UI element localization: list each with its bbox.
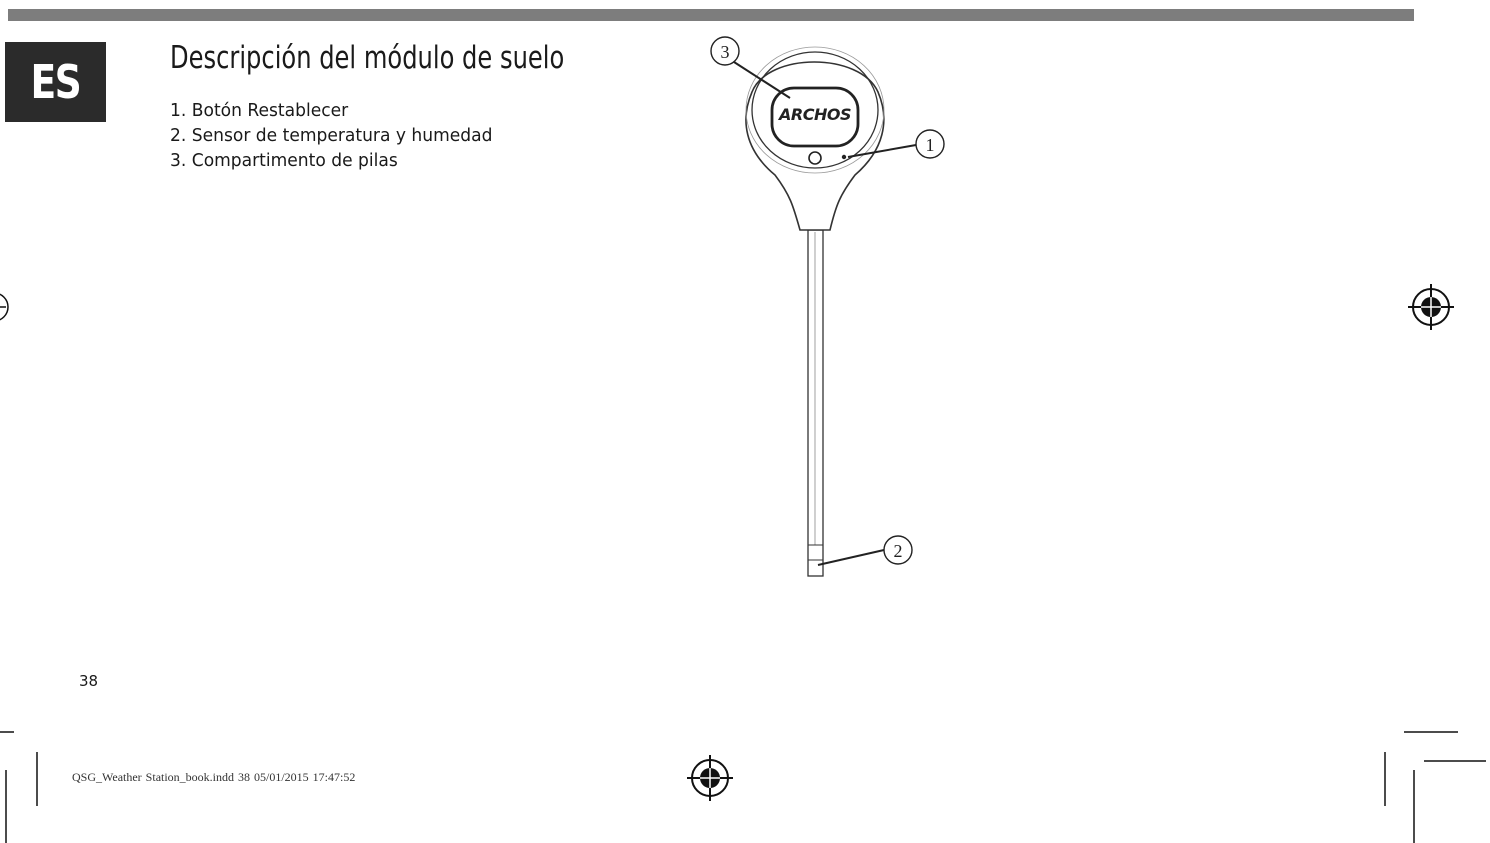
svg-text:1: 1: [925, 135, 935, 155]
led-dot: [842, 155, 846, 159]
brand-logo: ARCHOS: [779, 105, 851, 124]
registration-mark-icon: [687, 755, 733, 801]
reset-button-hole: [809, 152, 821, 164]
svg-text:3: 3: [720, 42, 730, 62]
svg-text:2: 2: [893, 541, 903, 561]
page-number: 38: [79, 672, 99, 690]
list-item: 2. Sensor de temperatura y humedad: [170, 125, 493, 146]
registration-mark-icon: [0, 289, 8, 325]
print-slug: QSG_Weather Station_book.indd 38 05/01/2015 17:47:52: [72, 770, 356, 784]
module-head: [746, 47, 884, 230]
list-item: 1. Botón Restablecer: [170, 100, 349, 121]
page-title: Descripción del módulo de suelo: [170, 40, 565, 76]
crop-mark-icon: [0, 732, 1486, 843]
callout-2: [818, 536, 912, 565]
language-tab-label: ES: [30, 55, 81, 109]
list-item: 3. Compartimento de pilas: [170, 150, 398, 171]
registration-mark-icon: [1408, 284, 1454, 330]
probe-stem: [808, 230, 823, 576]
